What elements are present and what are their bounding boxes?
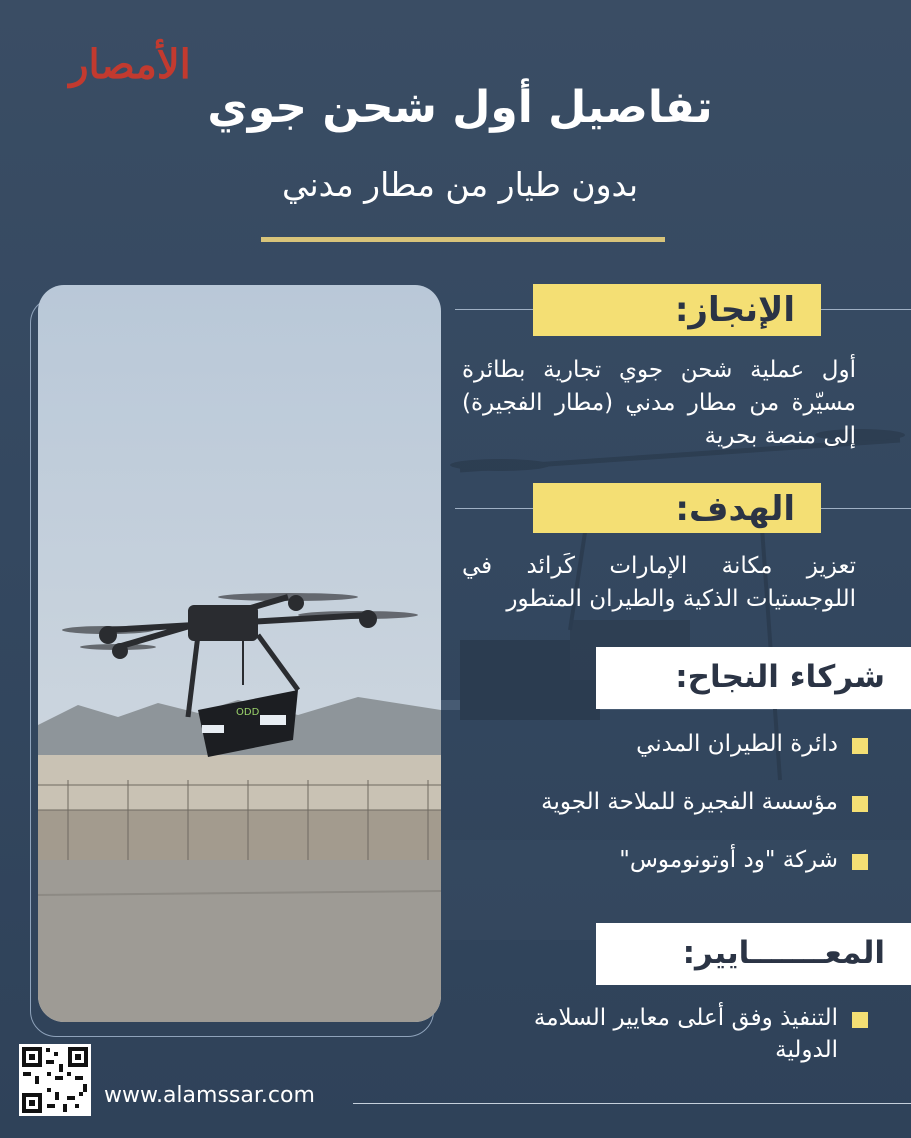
svg-text:ODD: ODD: [236, 707, 260, 718]
page-title: تفاصيل أول شحن جوي: [207, 82, 713, 133]
goal-heading: الهدف:: [533, 483, 821, 533]
partner-label: دائرة الطيران المدني: [636, 731, 838, 757]
square-bullet-icon: [852, 738, 868, 754]
drone-photo-image: [38, 285, 441, 1022]
page-subtitle: بدون طيار من مطار مدني: [281, 165, 639, 204]
brand-logo-text: الأمصار: [69, 41, 191, 88]
goal-text: تعزيز مكانة الإمارات كَرائد في اللوجستيات الذكية والطيران المتطور: [462, 553, 856, 612]
achievement-heading: الإنجاز:: [533, 284, 821, 336]
partner-item: [488, 786, 868, 818]
square-bullet-icon: [852, 854, 868, 870]
partners-heading: شركاء النجاح:: [596, 647, 911, 709]
achievement-text: أول عملية شحن جوي تجارية بطائرة مسيّرة من مطار مدني (مطار الفجيرة) إلى منصة بحرية: [462, 357, 856, 449]
partner-item: [488, 728, 868, 760]
standards-heading: المعـــــــايير:: [596, 923, 911, 985]
qr-code-icon: [19, 1044, 91, 1116]
square-bullet-icon: [852, 1012, 868, 1028]
standard-item: [468, 1002, 868, 1066]
footer-divider: [353, 1103, 911, 1104]
partner-item: [488, 844, 868, 876]
standard-label: التنفيذ وفق أعلى معايير السلامة الدولية: [533, 1005, 838, 1063]
drone-photo: [38, 285, 441, 1022]
website-url[interactable]: www.alamssar.com: [104, 1083, 315, 1108]
partner-label: شركة "ود أوتونوموس": [619, 847, 838, 873]
partner-label: مؤسسة الفجيرة للملاحة الجوية: [541, 789, 838, 815]
square-bullet-icon: [852, 796, 868, 812]
